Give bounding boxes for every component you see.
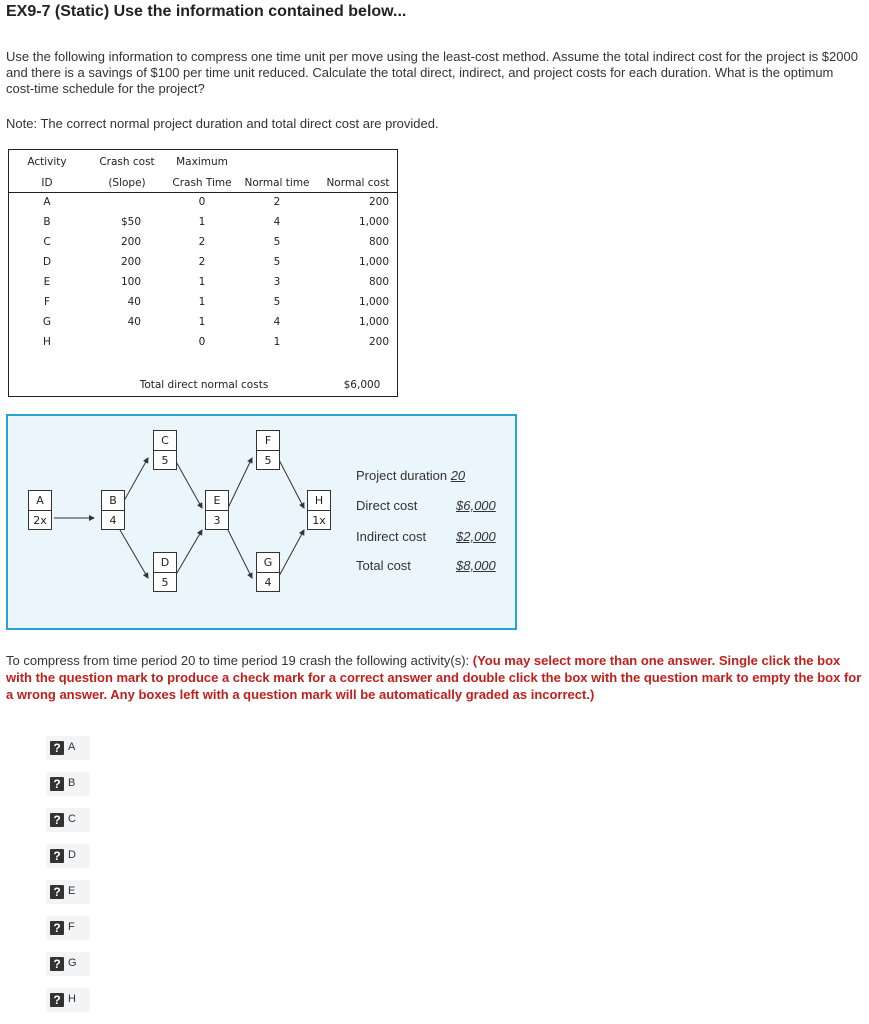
cell-max: 1 <box>198 276 206 288</box>
indirect-cost-amount: $2,000 <box>456 529 496 544</box>
answer-choice-b[interactable] <box>46 772 90 796</box>
cell-id: B <box>43 216 51 228</box>
question-mark-checkbox[interactable]: ? <box>50 741 64 755</box>
table-row <box>9 276 397 296</box>
node-a-duration: 2x <box>33 514 47 527</box>
choice-label: C <box>68 813 76 825</box>
arrow-e-f <box>228 458 252 508</box>
question-mark-checkbox[interactable]: ? <box>50 957 64 971</box>
header-normal-cost: Normal cost <box>326 177 390 189</box>
total-cost-amount: $8,000 <box>456 558 496 573</box>
cell-time: 3 <box>273 276 281 288</box>
choice-label: G <box>68 957 77 969</box>
question-mark-checkbox[interactable]: ? <box>50 849 64 863</box>
question-text: To compress from time period 20 to time period 19 crash the following activity(s): <box>6 653 470 668</box>
table-row <box>9 336 397 356</box>
cell-max: 0 <box>198 196 206 208</box>
answer-choice-f[interactable] <box>46 916 90 940</box>
cell-max: 1 <box>198 316 206 328</box>
answer-choice-h[interactable] <box>46 988 90 1012</box>
node-d <box>153 552 177 592</box>
header-normal-time: Normal time <box>244 177 310 189</box>
answer-choice-e[interactable] <box>46 880 90 904</box>
choice-label: H <box>68 993 76 1005</box>
answer-choice-d[interactable] <box>46 844 90 868</box>
cell-slope: 100 <box>120 276 141 288</box>
footer-label: Total direct normal costs <box>139 379 269 391</box>
table-row <box>9 256 397 276</box>
header-crash-time: Crash Time <box>172 177 232 189</box>
cell-time: 4 <box>273 316 281 328</box>
cell-id: D <box>42 256 52 268</box>
cell-max: 2 <box>198 236 206 248</box>
node-e-label: E <box>206 491 228 511</box>
cell-cost: 1,000 <box>358 316 389 328</box>
answer-choice-a[interactable] <box>46 736 90 760</box>
node-h <box>307 490 331 530</box>
choice-label: B <box>68 777 76 789</box>
question-hint: (You may select more than one answer. Single click the box with the question mark to produce a check mark for a correct answer and double click the box with the question mark to empty the box for a wrong answer. Any boxes left with a question mark will be automatically graded as incorrect.) <box>6 653 862 702</box>
network-diagram <box>6 414 517 630</box>
table-row <box>9 316 397 336</box>
node-g-label: G <box>257 553 279 573</box>
node-f <box>256 430 280 470</box>
node-g-duration: 4 <box>264 576 272 589</box>
node-f-duration: 5 <box>264 454 272 467</box>
cell-cost: 800 <box>368 236 389 248</box>
node-a-label: A <box>29 491 51 511</box>
node-d-label: D <box>154 553 176 573</box>
node-d-duration: 5 <box>161 576 169 589</box>
node-c-duration: 5 <box>161 454 169 467</box>
header-maximum: Maximum <box>176 156 228 168</box>
question-mark-checkbox[interactable]: ? <box>50 921 64 935</box>
node-f-label: F <box>257 431 279 451</box>
cell-max: 2 <box>198 256 206 268</box>
table-footer <box>9 375 397 395</box>
cell-cost: 1,000 <box>358 216 389 228</box>
cell-cost: 1,000 <box>358 296 389 308</box>
activity-table <box>8 149 398 397</box>
node-h-label: H <box>308 491 330 511</box>
question-mark-checkbox[interactable]: ? <box>50 993 64 1007</box>
cell-time: 5 <box>273 236 281 248</box>
node-c <box>153 430 177 470</box>
table-row <box>9 236 397 256</box>
arrow-e-g <box>228 530 252 578</box>
table-header <box>9 150 397 193</box>
node-b-duration: 4 <box>109 514 117 527</box>
direct-cost-label: Direct cost <box>356 498 418 513</box>
direct-cost-value <box>456 498 496 513</box>
cell-id: C <box>43 236 51 248</box>
header-id: ID <box>41 177 53 189</box>
node-e <box>205 490 229 530</box>
arrow-g-h <box>278 530 304 578</box>
choice-label: E <box>68 885 76 897</box>
header-activity: Activity <box>27 156 67 168</box>
direct-cost-amount: $6,000 <box>456 498 496 513</box>
cell-max: 1 <box>198 296 206 308</box>
cell-time: 5 <box>273 296 281 308</box>
node-c-label: C <box>154 431 176 451</box>
cell-time: 5 <box>273 256 281 268</box>
cell-max: 1 <box>198 216 206 228</box>
cell-slope: $50 <box>120 216 141 228</box>
answer-choice-g[interactable] <box>46 952 90 976</box>
question-mark-checkbox[interactable]: ? <box>50 813 64 827</box>
choice-label: A <box>68 741 76 753</box>
choice-label: F <box>68 921 75 933</box>
cell-slope: 40 <box>127 316 141 328</box>
footer-value: $6,000 <box>343 379 381 391</box>
table-row <box>9 296 397 316</box>
node-e-duration: 3 <box>213 514 221 527</box>
cell-slope: 200 <box>120 256 141 268</box>
indirect-cost-value <box>456 529 496 544</box>
question-mark-checkbox[interactable]: ? <box>50 885 64 899</box>
instructions-text: Use the following information to compress one time unit per move using the least-cost method. Assume the total indirect cost for the project is $2000 and there is a savings of $100 per time unit reduced. Calculate the total direct, indirect, and project costs for each duration. What is the optimum cost-time schedule for the project? <box>6 49 858 96</box>
question-prompt <box>6 652 866 703</box>
answer-choice-c[interactable] <box>46 808 90 832</box>
node-g <box>256 552 280 592</box>
cell-cost: 200 <box>368 196 389 208</box>
arrow-d-e <box>174 530 202 578</box>
node-h-duration: 1x <box>312 514 326 527</box>
choice-label: D <box>68 849 76 861</box>
cell-max: 0 <box>198 336 206 348</box>
header-slope: (Slope) <box>108 177 146 189</box>
note-text: Note: The correct normal project duration and total direct cost are provided. <box>6 116 439 131</box>
total-cost-label: Total cost <box>356 558 411 573</box>
header-crash-cost: Crash cost <box>99 156 155 168</box>
cell-cost: 1,000 <box>358 256 389 268</box>
cell-slope: 200 <box>120 236 141 248</box>
cell-id: E <box>43 276 51 288</box>
project-duration-label: Project duration <box>356 468 448 483</box>
arrow-c-e <box>174 458 202 508</box>
cell-time: 2 <box>273 196 281 208</box>
project-duration-value: 20 <box>450 468 466 483</box>
node-b <box>101 490 125 530</box>
node-a <box>28 490 52 530</box>
cell-id: F <box>43 296 51 308</box>
cell-id: H <box>43 336 51 348</box>
indirect-cost-label: Indirect cost <box>356 529 427 544</box>
cell-id: G <box>42 316 52 328</box>
cell-time: 4 <box>273 216 281 228</box>
arrow-f-h <box>278 458 304 508</box>
node-b-label: B <box>102 491 124 511</box>
table-row <box>9 216 397 236</box>
cell-cost: 200 <box>368 336 389 348</box>
cell-cost: 800 <box>368 276 389 288</box>
table-row <box>9 196 397 216</box>
cell-slope: 40 <box>127 296 141 308</box>
project-duration <box>356 468 465 483</box>
arrow-b-d <box>120 530 148 578</box>
cell-time: 1 <box>273 336 281 348</box>
question-mark-checkbox[interactable]: ? <box>50 777 64 791</box>
total-cost-value <box>456 558 496 573</box>
cell-id: A <box>43 196 51 208</box>
page-title: EX9-7 (Static) Use the information contained below... <box>6 3 407 20</box>
